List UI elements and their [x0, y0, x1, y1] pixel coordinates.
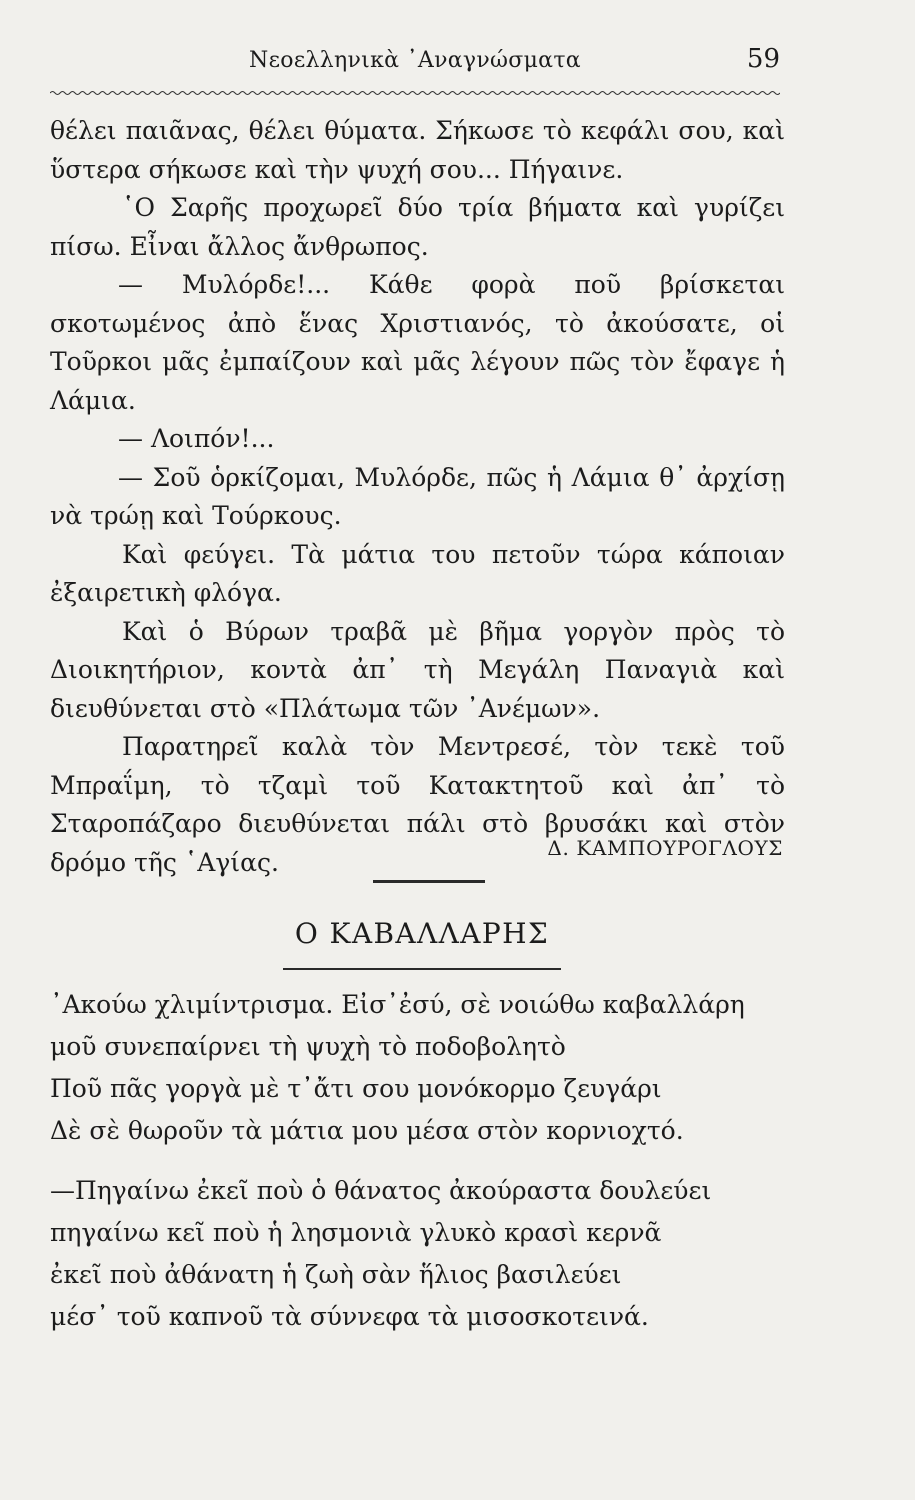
poem-stanza-1	[50, 984, 810, 1152]
prose-paragraph: ῾Ο Σαρῆς προχωρεῖ δύο τρία βήματα καὶ γυρίζει πίσω. Εἶναι ἄλλος ἄνθρωπος.	[50, 193, 785, 261]
poem-line: μέσ᾿ τοῦ καπνοῦ τὰ σύννεφα τὰ μισοσκοτεινά.	[50, 1302, 649, 1331]
poem-stanza-2	[50, 1170, 810, 1338]
poem-line: Ποῦ πᾶς γοργὰ μὲ τ᾿ἄτι σου μονόκορμο ζευγάρι	[50, 1074, 662, 1103]
prose-paragraph: Καὶ ὁ Βύρων τραβᾶ μὲ βῆμα γοργὸν πρὸς τὸ Διοικητήριον, κοντὰ ἀπ᾿ τὴ Μεγάλη Παναγιὰ καὶ διευθύνεται στὸ «Πλάτωμα τῶν ᾿Ανέμων».	[50, 616, 785, 723]
section-divider	[373, 880, 485, 883]
poem-line: ᾿Ακούω χλιμίντρισμα. Εἰσ᾿ἐσύ, σὲ νοιώθω καβαλλάρη	[50, 990, 745, 1019]
title-underline	[283, 968, 561, 970]
page-number: 59	[746, 44, 780, 74]
running-title: Νεοελληνικὰ ᾿Αναγνώσματα	[249, 48, 581, 73]
dialog-paragraph: — Λοιπόν!...	[118, 424, 275, 453]
dialog-paragraph: — Μυλόρδε!... Κάθε φορὰ ποῦ βρίσκεται σκοτωμένος ἀπὸ ἕνας Χριστιανός, τὸ ἀκούσατε, οἱ Τοῦρκοι μᾶς ἐμπαίζουν καὶ μᾶς λέγουν πῶς τὸν ἔφαγε ἡ Λάμια.	[50, 270, 785, 415]
poem-line: —Πηγαίνω ἐκεῖ ποὺ ὁ θάνατος ἀκούραστα δουλεύει	[50, 1176, 712, 1205]
prose-paragraph: Παρατηρεῖ καλὰ τὸν Μεντρεσέ, τὸν τεκὲ τοῦ Μπραΐμη, τὸ τζαμὶ τοῦ Κατακτητοῦ καὶ ἀπ᾿ τὸ Σταροπάζαρο διευθύνεται πάλι στὸ βρυσάκι καὶ στὸν δρόμο τῆς ῾Αγίας.	[50, 732, 785, 877]
prose-paragraph: Καὶ φεύγει. Τὰ μάτια του πετοῦν τώρα κάποιαν ἐξαιρετικὴ φλόγα.	[50, 539, 785, 607]
author-signature: Δ. ΚΑΜΠΟΥΡΟΓΛΟΥΣ	[547, 836, 783, 860]
dialog-paragraph: — Σοῦ ὁρκίζομαι, Μυλόρδε, πῶς ἡ Λάμια θ᾿ ἀρχίσῃ νὰ τρώῃ καὶ Τούρκους.	[50, 462, 785, 530]
prose-body	[50, 112, 785, 882]
poem-body	[50, 984, 810, 1331]
poem-title: Ο ΚΑΒΑΛΛΑΡΗΣ	[294, 917, 550, 950]
running-header	[50, 44, 780, 88]
prose-paragraph: θέλει παιᾶνας, θέλει θύματα. Σήκωσε τὸ κεφάλι σου, καὶ ὕστερα σήκωσε καὶ τὴν ψυχή σου... Πήγαινε.	[50, 116, 785, 184]
poem-line: πηγαίνω κεῖ ποὺ ἡ λησμονιὰ γλυκὸ κρασὶ κερνᾶ	[50, 1218, 662, 1247]
header-wavy-rule	[50, 90, 780, 96]
poem-line: Δὲ σὲ θωροῦν τὰ μάτια μου μέσα στὸν κορνιοχτό.	[50, 1116, 684, 1145]
poem-line: μοῦ συνεπαίρνει τὴ ψυχὴ τὸ ποδοβολητὸ	[50, 1032, 566, 1061]
poem-line: ἐκεῖ ποὺ ἀθάνατη ἡ ζωὴ σὰν ἥλιος βασιλεύει	[50, 1260, 622, 1289]
